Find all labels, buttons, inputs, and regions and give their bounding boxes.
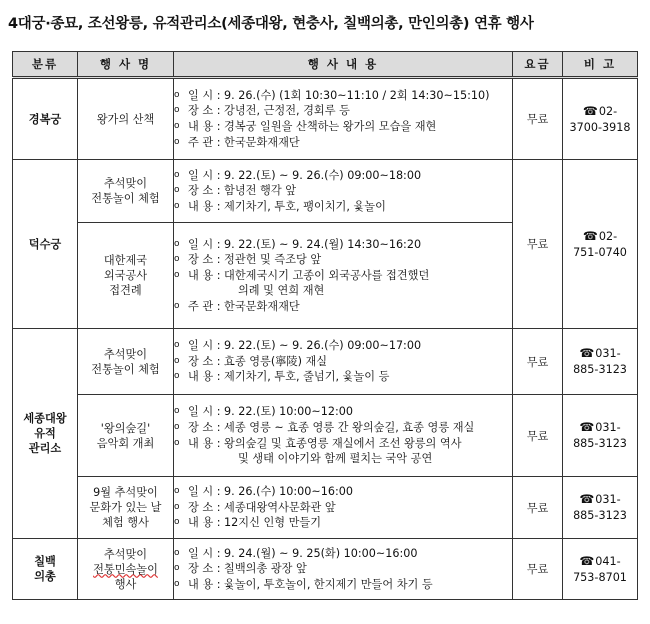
contact-cell: ☎02- 751-0740 [563,160,638,329]
detail-line-continuation: 의례 및 연희 재현 [238,284,325,298]
detail-line: o 주 관 : 한국문화재재단 [174,299,300,313]
detail-line: o 장 소 : 칠백의총 광장 앞 [174,562,307,576]
detail-line: o 일 시 : 9. 22.(토) ~ 9. 26.(수) 09:00~17:00 [174,339,422,353]
event-name-cell: 9월 추석맞이 문화가 있는 날 체험 행사 [78,477,174,539]
header-note: 비 고 [563,52,638,78]
detail-line: o 장 소 : 효종 영릉(寧陵) 재실 [174,354,328,368]
detail-line: o 내 용 : 왕의숲길 및 효종영릉 재실에서 조선 왕릉의 역사 [174,436,462,450]
fee-cell: 무료 [513,160,563,329]
phone-icon: ☎ [579,420,595,434]
contact-cell: ☎041- 753-8701 [563,539,638,600]
contact-cell: ☎031- 885-3123 [563,329,638,395]
table-row [13,395,638,477]
fee-cell: 무료 [513,78,563,160]
contact-cell: ☎031- 885-3123 [563,395,638,477]
table-row [13,160,638,223]
detail-line: o 일 시 : 9. 24.(월) ~ 9. 25(화) 10:00~16:00 [174,546,418,560]
phone-icon: ☎ [582,103,598,118]
detail-line: o 내 용 : 제기차기, 투호, 팽이치기, 윷놀이 [174,199,386,213]
header-fee: 요금 [513,52,563,78]
event-name-cell: 대한제국 외국공사 접견례 [78,223,174,329]
detail-line: o 일 시 : 9. 22.(토) ~ 9. 26.(수) 09:00~18:00 [174,168,422,182]
phone-icon: ☎ [582,228,598,243]
detail-line: o 주 관 : 한국문화재재단 [174,135,300,149]
fee-cell: 무료 [513,539,563,600]
detail-line: o 장 소 : 세종대왕역사문화관 앞 [174,500,336,514]
detail-line: o 내 용 : 경복궁 일원을 산책하는 왕가의 모습을 재현 [174,120,437,133]
event-details-cell [174,160,513,223]
header-event: 행 사 명 [78,52,174,78]
contact-cell: ☎031- 885-3123 [563,477,638,539]
phone-icon: ☎ [579,492,595,506]
detail-line: o 일 시 : 9. 26.(수) (1회 10:30~11:10 / 2회 14:30~15:10) [174,88,490,102]
detail-line: o 내 용 : 대한제국시기 고종이 외국공사를 접견했던 [174,268,430,282]
event-name-cell: 추석맞이 전통놀이 체험 [78,329,174,395]
category-cell: 세종대왕 유적 관리소 [13,329,78,539]
detail-line: o 내 용 : 12지신 인형 만들기 [174,516,322,530]
header-category: 분류 [13,52,78,78]
category-cell: 덕수궁 [13,160,78,329]
event-name-cell: '왕의숲길' 음악회 개최 [78,395,174,477]
event-name-cell: 추석맞이 전통민속놀이 행사 [78,539,174,600]
category-cell: 칠백 의총 [13,539,78,600]
category-cell: 경복궁 [13,78,78,160]
event-details-cell [174,329,513,395]
table-row [13,329,638,395]
detail-line-continuation: 및 생태 이야기와 함께 펼치는 국악 공연 [238,452,433,466]
detail-line: o 내 용 : 윷놀이, 투호놀이, 한지제기 만들어 차기 등 [174,577,433,591]
event-details-cell [174,395,513,477]
table-row [13,539,638,600]
event-details-cell [174,223,513,329]
detail-line: o 일 시 : 9. 22.(토) 10:00~12:00 [174,405,354,419]
phone-icon: ☎ [579,346,595,360]
fee-cell: 무료 [513,477,563,539]
header-content: 행 사 내 용 [174,52,513,78]
event-details-cell [174,78,513,160]
event-name-cell: 추석맞이 전통놀이 체험 [78,160,174,223]
detail-line: o 장 소 : 함녕전 행각 앞 [174,184,297,198]
detail-line: o 내 용 : 제기차기, 투호, 줄넘기, 윷놀이 등 [174,370,390,384]
phone-icon: ☎ [579,553,595,568]
contact-cell: ☎02- 3700-3918 [563,78,638,160]
event-details-cell [174,477,513,539]
fee-cell: 무료 [513,329,563,395]
event-name-cell: 왕가의 산책 [78,78,174,160]
detail-line: o 장 소 : 정관헌 및 즉조당 앞 [174,253,322,267]
table-header-row [13,52,638,78]
table-row [13,78,638,160]
events-table [12,51,638,600]
detail-line: o 일 시 : 9. 22.(토) ~ 9. 24.(월) 14:30~16:20 [174,237,422,251]
detail-line: o 일 시 : 9. 26.(수) 10:00~16:00 [174,485,354,499]
fee-cell: 무료 [513,395,563,477]
detail-line: o 장 소 : 강녕전, 근정전, 경회루 등 [174,104,350,118]
event-details-cell [174,539,513,600]
detail-line: o 장 소 : 세종 영릉 ~ 효종 영릉 간 왕의숲길, 효종 영릉 재실 [174,420,475,434]
page-title: 4대궁·종묘, 조선왕릉, 유적관리소(세종대왕, 현충사, 칠백의총, 만인의총) 연휴 행사 [8,16,534,32]
table-row [13,477,638,539]
